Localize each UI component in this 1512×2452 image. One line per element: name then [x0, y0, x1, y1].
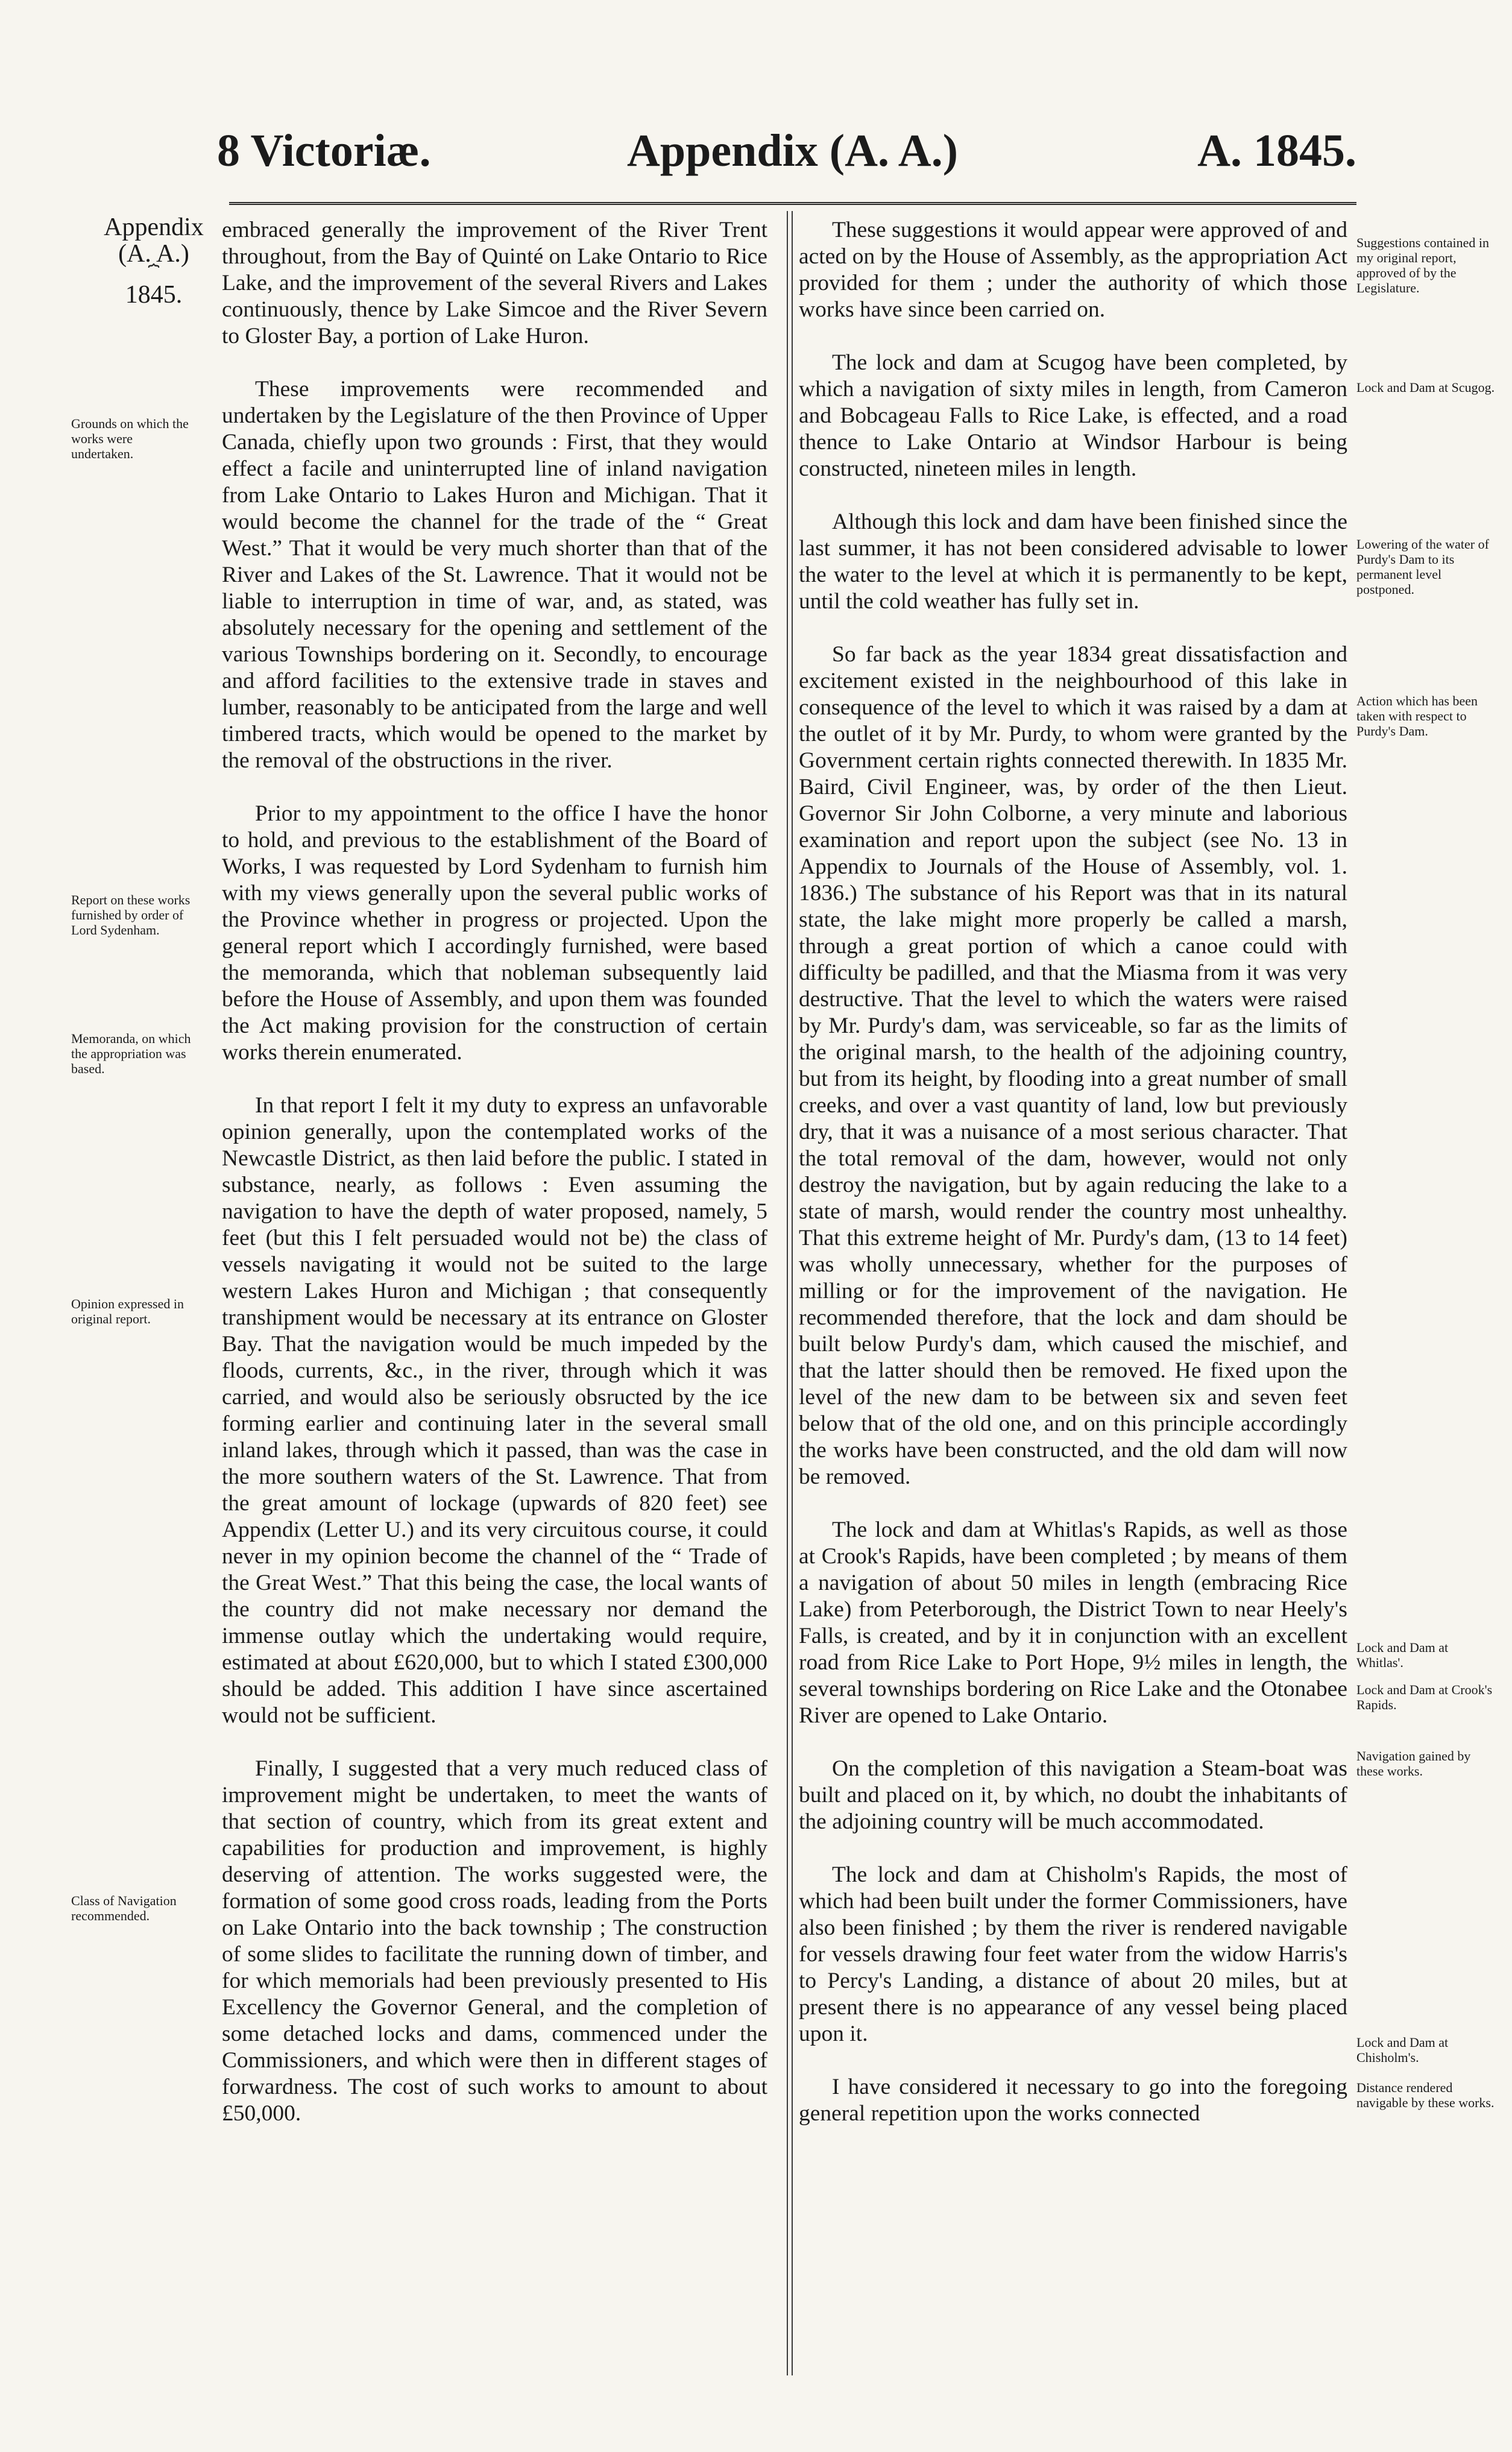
header-appendix: Appendix (A. A.) — [627, 125, 958, 176]
margin-note-report: Report on these works furnished by order of Lord Sydenham. — [71, 892, 191, 938]
appendix-label-line2: (A. A.) — [118, 240, 189, 268]
margin-note-distance: Distance rendered navigable by these works. — [1356, 2080, 1495, 2110]
margin-note-suggestions: Suggestions contained in my original report, approved of by the Legislature. — [1356, 235, 1489, 295]
paragraph: Prior to my appointment to the office I have the honor to hold, and previous to the establishment of the Board of Works, I was requested by Lord Sydenham to furnish him with my views generally upon the several public works of the Province whether in progress or projected. Upon the general report which I accordingly furnished, were based the memoranda, which that nobleman subsequently laid before the House of Assembly, and upon them was founded the Act making provision for the construction of certain works therein enumerated. — [222, 801, 767, 1065]
brace-icon: ⏞ — [148, 263, 160, 285]
appendix-label-line3: 1845. — [125, 281, 183, 309]
margin-note-opinion: Opinion expressed in original report. — [71, 1296, 184, 1326]
margin-note-action-purdy: Action which has been taken with respect to Purdy's Dam. — [1356, 693, 1478, 739]
header-year: A. 1845. — [1197, 125, 1356, 176]
page-header — [217, 118, 1356, 184]
paragraph: The lock and dam at Whitlas's Rapids, as well as those at Crook's Rapids, have been completed ; by means of them a navigation of about 50 miles in length (embracing Rice Lake) from Peterborough, the District Town to near Heely's Falls, is created, and by it in conjunction with an excellent road from Rice Lake to Port Hope, 9½ miles in length, the several townships bordering on Rice Lake and the Otonabee River are opened to Lake Ontario. — [799, 1518, 1347, 1728]
paragraph: In that report I felt it my duty to express an unfavorable opinion generally, upon the contemplated works of the Newcastle District, as then laid before the public. I stated in substance, nearly, as follows : Even assuming the navigation to have the depth of water proposed, namely, 5 feet (but this I felt persuaded would not be) the class of vessels navigating it would not be suited to the large western Lakes Huron and Michigan ; that consequently transhipment would be necessary at its entrance on Gloster Bay. That the navigation would be much impeded by the floods, currents, &c., in the river, through which it was carried, and would also be seriously obsructed by the ice forming earlier and continuing later in the several small inland lakes, through which it passed, than was the case in the more southern waters of the St. Lawrence. That from the great amount of lockage (upwards of 820 feet) see Appendix (Letter U.) and its very circuitous course, it could never in my opinion become the channel of the “ Trade of the Great West.” That this being the case, the local wants of the country did not make necessary nor demand the immense outlay which the undertaking would require, estimated at about £620,000, but to which I stated £300,000 should be added. This addition I have since ascertained would not be sufficient. — [222, 1093, 767, 1728]
paragraph: On the completion of this navigation a Steam-boat was built and placed on it, by which, no doubt the inhabitants of the adjoining country will be much accommodated. — [799, 1756, 1347, 1834]
margin-note-crooks: Lock and Dam at Crook's Rapids. — [1356, 1682, 1493, 1712]
margin-note-lowering: Lowering of the water of Purdy's Dam to its permanent level postponed. — [1356, 537, 1489, 597]
margin-note-whitlas: Lock and Dam at Whitlas'. — [1356, 1640, 1449, 1670]
paragraph: These improvements were recommended and undertaken by the Legislature of the then Province of Upper Canada, chiefly upon two grounds : First, that they would effect a facile and uninterrupted line of inland navigation from Lake Ontario to Lakes Huron and Michigan. That it would become the channel for the trade of the “ Great West.” That it would be very much shorter than that of the River and Lakes of the St. Lawrence. That it would not be liable to interruption in time of war, and, as stated, was absolutely necessary for the opening and settlement of the various Townships bordering on it. Secondly, to encourage and afford facilities to the extensive trade in staves and lumber, reasonably to be anticipated from the large and well timbered tracts, which would be opened to the market by the removal of the obstructions in the river. — [222, 377, 767, 773]
margin-note-class-navigation: Class of Navigation recommended. — [71, 1893, 177, 1923]
margin-note-grounds: Grounds on which the works were undertaken. — [71, 416, 189, 461]
header-rule — [229, 202, 1356, 205]
column-divider — [787, 211, 793, 2375]
paragraph: These suggestions it would appear were approved of and acted on by the House of Assembly, as the appropriation Act provided for them ; under the authority of which those works have since been carried on. — [799, 218, 1347, 322]
margin-note-memoranda: Memoranda, on which the appropriation was based. — [71, 1031, 191, 1076]
margin-note-chisholm: Lock and Dam at Chisholm's. — [1356, 2035, 1449, 2065]
left-column — [222, 217, 767, 2154]
appendix-label — [99, 214, 208, 308]
margin-note-navigation-gained: Navigation gained by these works. — [1356, 1748, 1471, 1779]
paragraph: The lock and dam at Scugog have been completed, by which a navigation of sixty miles in length, from Cameron and Bobcageau Falls to Rice Lake, is effected, and a road thence to Lake Ontario at Windsor Harbour is being constructed, nineteen miles in length. — [799, 350, 1347, 481]
paragraph: So far back as the year 1834 great dissatisfaction and excitement existed in the neighbourhood of this lake in consequence of the level to which it was raised by a dam at the outlet of it by Mr. Purdy, to whom were granted by the Government certain rights connected therewith. In 1835 Mr. Baird, Civil Engineer, was, by order of the then Lieut. Governor Sir John Colborne, a very minute and laborious examination and report upon the subject (see No. 13 in Appendix to Journals of the House of Assembly, vol. 1. 1836.) The substance of his Report was that in its natural state, the lake might more properly be called a marsh, through a great portion of which a canoe could with difficulty be padilled, and that the Miasma from it was very destructive. That the level to which the waters were raised by Mr. Purdy's dam, was serviceable, so far as the limits of the original marsh, to the health of the adjoining country, but from its height, by flooding into a great number of small creeks, and over a vast quantity of land, low but previously dry, that it was a nuisance of a most serious character. That the total removal of the dam, however, would not only destroy the navigation, but by again reducing the lake to a state of marsh, would render the country most unhealthy. That this extreme height of Mr. Purdy's dam, (13 to 14 feet) was wholly unnecessary, whether for the purposes of milling or for the improvement of the navigation. He recommended therefore, that the lock and dam should be built below Purdy's dam, which caused the mischief, and that the latter should then be removed. He fixed upon the level of the new dam to be between six and seven feet below that of the old one, and on this principle accordingly the works have been constructed, and the old dam will now be removed. — [799, 642, 1347, 1489]
margin-note-scugog: Lock and Dam at Scugog. — [1356, 380, 1495, 395]
right-column — [799, 217, 1347, 2154]
paragraph: Finally, I suggested that a very much reduced class of improvement might be undertaken, to meet the wants of that section of country, which from its great extent and capabilities for production and improvement, is highly deserving of attention. The works suggested were, the formation of some good cross roads, leading from the Ports on Lake Ontario into the back township ; The construction of some slides to facilitate the running down of timber, and for which memorials had been previously presented to His Excellency the Governor General, and the completion of some detached locks and dams, commenced under the Commissioners, and which were then in different stages of forwardness. The cost of such works to amount to about £50,000. — [222, 1756, 767, 2126]
paragraph: The lock and dam at Chisholm's Rapids, the most of which had been built under the former Commissioners, have also been finished ; by them the river is rendered navigable for vessels drawing four feet water from the widow Harris's to Percy's Landing, a distance of about 20 miles, but at present there is no appearance of any vessel being placed upon it. — [799, 1862, 1347, 2046]
paragraph: Although this lock and dam have been finished since the last summer, it has not been considered advisable to lower the water to the level at which it is permanently to be kept, until the cold weather has fully set in. — [799, 509, 1347, 614]
paragraph: I have considered it necessary to go into the foregoing general repetition upon the works connected — [799, 2075, 1347, 2126]
paragraph: embraced generally the improvement of the River Trent throughout, from the Bay of Quinté on Lake Ontario to Rice Lake, and the improvement of the several Rivers and Lakes continuously, thence by Lake Simcoe and the River Severn to Gloster Bay, a portion of Lake Huron. — [222, 218, 767, 348]
header-session: 8 Victoriæ. — [217, 125, 431, 176]
appendix-label-line1: Appendix — [104, 213, 204, 241]
